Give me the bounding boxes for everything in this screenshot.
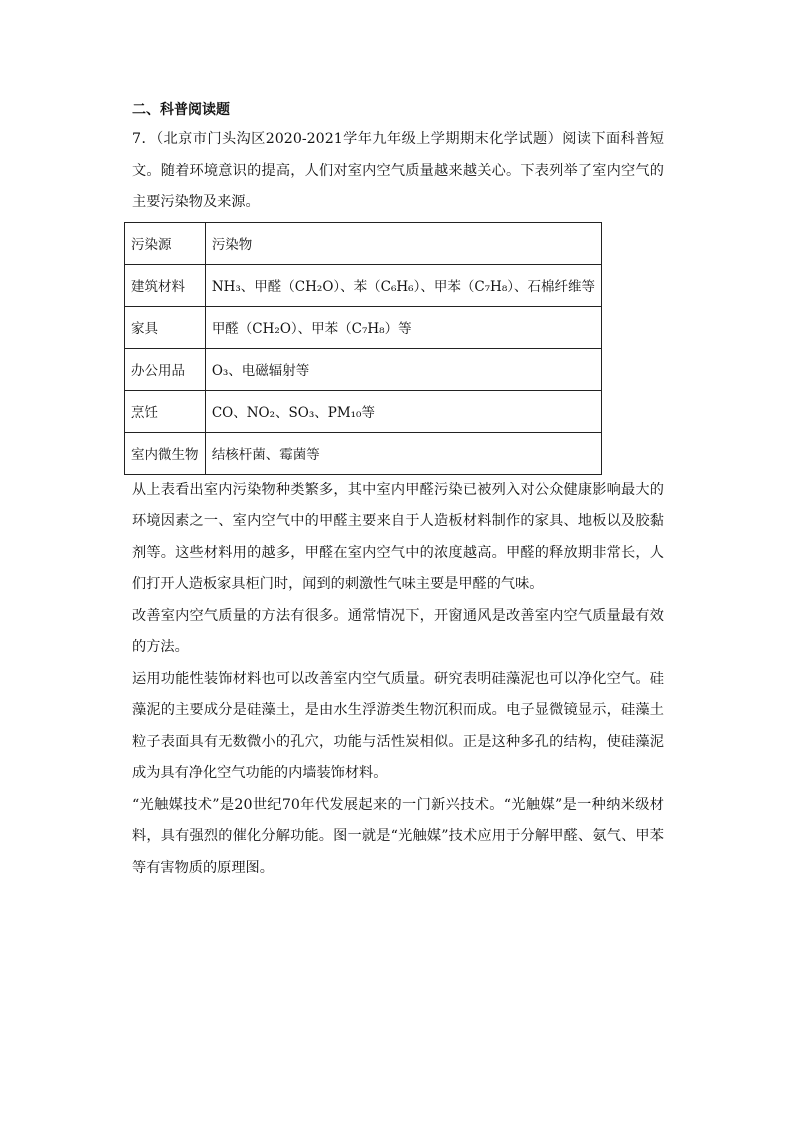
- table-row: [125, 264, 602, 306]
- article-body: [132, 475, 664, 885]
- paragraph-ventilation: 改善室内空气质量的方法有很多。通常情况下，开窗通风是改善室内空气质量最有效的方法。: [132, 607, 664, 655]
- table-row: [125, 348, 602, 390]
- section-title: 二、科普阅读题: [132, 102, 230, 118]
- table-cell-pollutants: 结核杆菌、霉菌等: [205, 432, 601, 474]
- table-cell-source: 室内微生物: [125, 432, 206, 474]
- table-cell-source: 办公用品: [125, 348, 206, 390]
- table-row: [125, 390, 602, 432]
- paragraph-diatom-mud: 运用功能性装饰材料也可以改善室内空气质量。研究表明硅藻泥也可以净化空气。硅藻泥的主要成分是硅藻土，是由水生浮游类生物沉积而成。电子显微镜显示，硅藻土粒子表面具有无数微小的孔穴，功能与活性炭相似。正是这种多孔的结构，使硅藻泥成为具有净化空气功能的内墙装饰材料。: [132, 670, 664, 781]
- pollution-table: [124, 222, 602, 475]
- question-intro: 7．（北京市门头沟区2020-2021学年九年级上学期期末化学试题）阅读下面科普短文。随着环境意识的提高，人们对室内空气质量越来越关心。下表列举了室内空气的主要污染物及来源。: [132, 131, 664, 210]
- table-header-pollutants: 污染物: [205, 222, 601, 264]
- table-cell-source: 烹饪: [125, 390, 206, 432]
- table-cell-pollutants: O₃、电磁辐射等: [205, 348, 601, 390]
- table-row: [125, 306, 602, 348]
- table-cell-pollutants: CO、NO₂、SO₃、PM₁₀等: [205, 390, 601, 432]
- table-row: [125, 432, 602, 474]
- table-cell-pollutants: NH₃、甲醛（CH₂O）、苯（C₆H₆）、甲苯（C₇H₈）、石棉纤维等: [205, 264, 601, 306]
- paragraph-photocatalyst: “光触媒技术”是20世纪70年代发展起来的一门新兴技术。“光触媒”是一种纳米级材料，具有强烈的催化分解功能。图一就是“光触媒”技术应用于分解甲醛、氨气、甲苯等有害物质的原理图。: [132, 796, 664, 876]
- table-cell-pollutants: 甲醛（CH₂O）、甲苯（C₇H₈）等: [205, 306, 601, 348]
- document-page: [132, 96, 664, 884]
- table-header-source: 污染源: [125, 222, 206, 264]
- table-header-row: [125, 222, 602, 264]
- paragraph-formaldehyde: 从上表看出室内污染物种类繁多，其中室内甲醛污染已被列入对公众健康影响最大的环境因素之一、室内空气中的甲醛主要来自于人造板材料制作的家具、地板以及胶黏剂等。这些材料用的越多，甲醛在室内空气中的浓度越高。甲醛的释放期非常长，人们打开人造板家具柜门时，闻到的刺激性气味主要是甲醛的气味。: [132, 481, 664, 592]
- table-cell-source: 建筑材料: [125, 264, 206, 306]
- table-cell-source: 家具: [125, 306, 206, 348]
